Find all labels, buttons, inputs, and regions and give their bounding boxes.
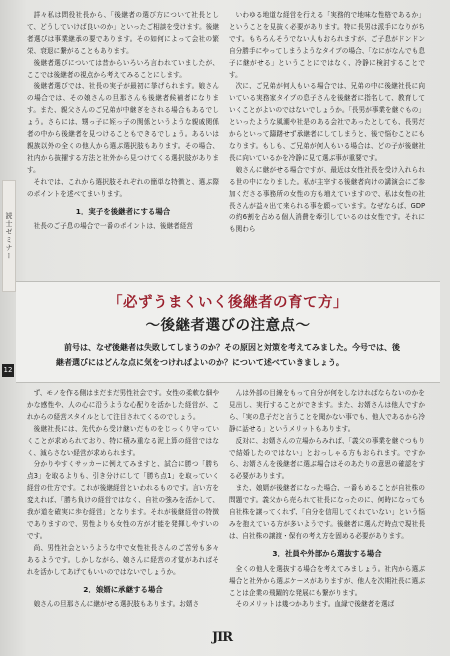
paragraph: 娘さんの旦那さんに継がせる選択肢もあります。お婿さ — [33, 600, 200, 609]
paragraph: 後継者選びについては昔からいろいろ言われていましたが、ここでは後継者の視点から考えてみることにします。 — [27, 58, 219, 79]
page-number: 12 — [2, 364, 14, 377]
paragraph: 全くの他人を選抜する場合を考えてみましょう。社内から選ぶ場合と社外から選ぶケースがありますが、他人を次期社長に選ぶことは企業の飛躍的な発展にも繋がります。 — [229, 564, 425, 597]
section-side-tab — [2, 180, 16, 292]
publisher-logo: JIR — [212, 630, 233, 645]
article-lead: 前号は、なぜ後継者は失敗してしまうのか？その原因と対策を考えてみました。今号では、後継者選びにはどんな点に気をつければよいのか？について述べていきましょう。 — [56, 342, 400, 367]
paragraph: そのメリットは幾つかあります。血縁で後継者を選ば — [235, 600, 395, 609]
section-heading: 3．社員や外部から選抜する場合 — [272, 548, 382, 558]
paragraph: 後継社長には、先代から受け継いだものをじっくり守っていくことが求められており、特に積み重なる泥上算の経営ではなく、減らさない経営が求められます。 — [27, 424, 219, 457]
paragraph: 次に、ご兄弟が何人もいる場合では、兄弟の中に後継社長に向いている実務家タイプの息子さんを後継者に指名して、教育していくことがよいのではないでしょうか。「長男が事業を継ぐもの」といったような風潮や社是のある会社であったとしても、長男だからといって躊躇せず承継者にしてしまうと、後で悩むことにもなります。もしも、ご兄弟が何人もいる場合は、どの子が後継社長に向いているかを冷静に見て選ぶ事が重要です。 — [229, 82, 426, 162]
article-subtitle: ～後継者選びの注意点～ — [145, 317, 311, 334]
column-top-left — [27, 10, 219, 233]
paragraph: 詳々私は問役社長から、「後継者の選び方について社長として、どうしていけば良いのか」といったご相談を受けます。後継者選びは事業継承の要であります。その如何によって会社の繁栄、衰退に繋がることもあります。 — [27, 11, 220, 55]
side-tab-label: 読士ゼミナー — [5, 212, 13, 260]
paragraph: また、娘婿が後継者になった場合、一番もめることが自社株の問題です。義父から売られて社長になったのに、何時になっても自社株を譲ってくれず、「自分を信用してくれていない」という悩みを抱えている方が多いようです。後継者に選んだ時点で現社長は、自社株の譲渡・保有の考え方を固める必要があります。 — [229, 484, 425, 540]
paragraph: ず、モノを作る側はまだまだ男性社会です。女性の柔軟な細やかな感性や、人の心に沿うような心配りを活かした経営が、これからの経営スタイルとして注目されてくるのでしょう。 — [27, 389, 219, 421]
paragraph: 尚、男性社会というような中で女性社長さんのご苦労も多々あるようです。しかしながら、娘さんに経営の才覚があればそれを活かしてあげてもいいのではないでしょうか。 — [27, 543, 219, 576]
paragraph: 後継者選びでは、社長の実子が最初に挙げられます。娘さんの場合では、その娘さんの旦那さんも後継者候補者になります。また、親父さんのご兄弟が中継ぎをされる場合もあるでしょう。さらには、甥っ子に姪っ子の関係というような親戚関係者の中から後継者を見つけることもできるでしょう。あるいは親族以外の全くの他人から選ぶ選択肢もあります。その場合、社内から抜擢する方法と社外から見つけてくる選択肢があります。 — [27, 82, 219, 174]
paragraph: 反対に、お婿さんの立場からみれば、「義父の事業を継ぐつもりで結婚したのではない」とおっしゃる方もおられます。ですから、お婿さんを後継者に選ぶ場合はそのあたりの意思の確認をする必要があります。 — [229, 436, 425, 481]
paragraph: それでは、これから選択肢それぞれの簡単な特徴と、選ぶ際のポイントを述べてまいります。 — [27, 177, 219, 198]
column-top-right — [229, 10, 425, 236]
article-title: 「必ずうまくいく後継者の育て方」 — [108, 294, 348, 311]
paragraph: 娘さんに継がせる場合ですが、最近は女性社長を受け入れられる世の中になりました。私が主宰する後継者向けの講演会にご参加くださる事務所の女性の方も増えていますので、私は女性の社長さんが益々出て来られる事を願っています。なぜならば、GDPの約6割を占める個人消費を牽引しているのは女性です。それにも関わら — [229, 165, 425, 234]
paragraph: んは外部の目線をもって自分が何をしなければならないのかを見出し、実行することができます。また、お婿さんは他人ですから、「実の息子だと言うことを聞かない事でも、他人であるから冷静に話せる」というメリットもあります。 — [229, 389, 426, 433]
section-heading: 1．実子を後継者にする場合 — [75, 206, 171, 216]
column-bottom-right — [229, 388, 425, 611]
paragraph: 分かりやすくサッカーに例えてみますと、試合に勝つ「勝ち点3」を取るよりも、引き分けにして「勝ち点1」を取っていく経営の仕方です。これが後継経営といわれるものです。言い方を変えれば、「勝ち負けの経営ではなく、自社の強みを活かして、我が道を確実に歩む経営」となります。それが後継経営の特徴でありますので、男性よりも女性の方が才能を発揮しやすいのです。 — [27, 460, 219, 540]
section-heading: 2．娘婿に承継する場合 — [83, 584, 163, 594]
paragraph: 社長のご子息の場合で一番のポイントは、後継者経営 — [33, 222, 194, 231]
column-bottom-left — [27, 388, 219, 611]
article-title-banner — [16, 281, 440, 383]
paragraph: いわゆる地道な経営を行える「実務的で地味な性格であるか」ということを見抜く必要があります。特に長男は派手になりがちです。もちろんそうでない人もおられますが、ご子息がドンドン自分勝手にやってしまうようなタイプの場合、「なにがなんでも息子に継がせる」ということにではなく、冷静に検討することです。 — [229, 11, 425, 79]
